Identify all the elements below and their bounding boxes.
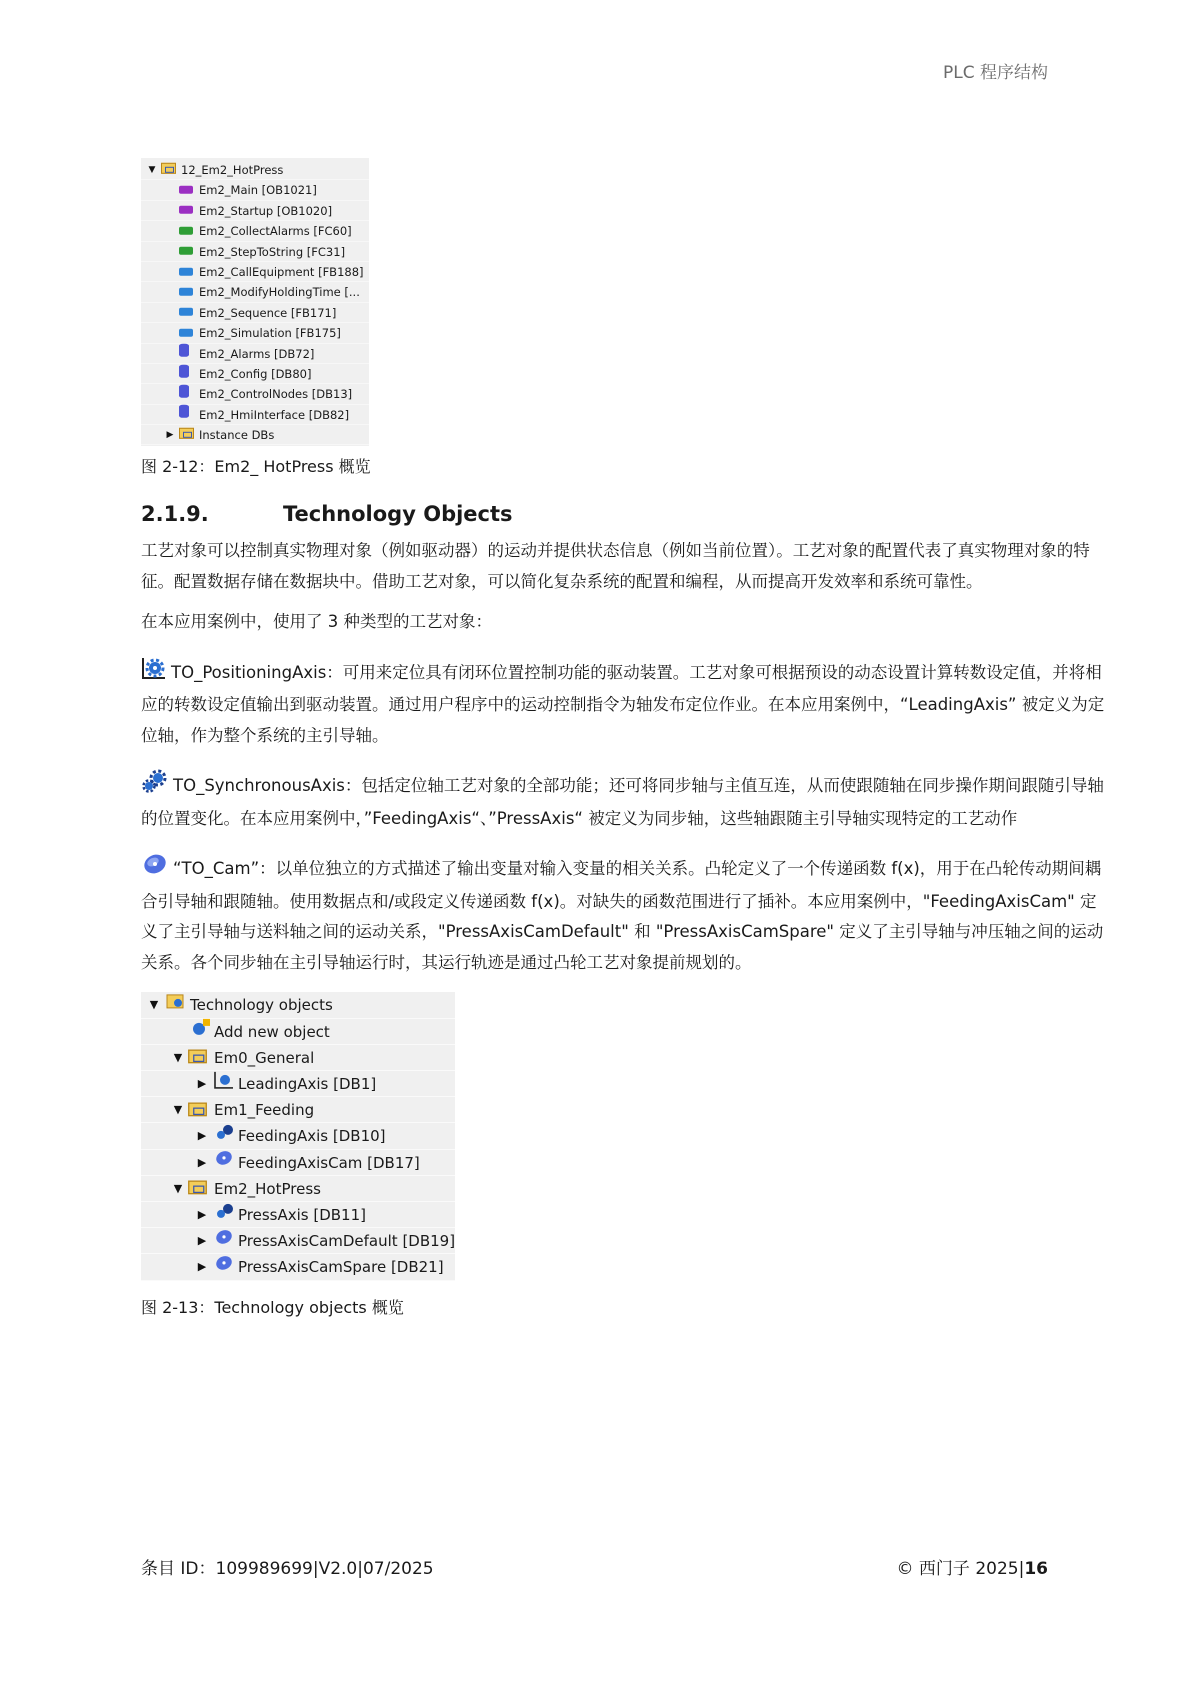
cam-icon [214, 1228, 234, 1254]
cam-text: “TO_Cam”：以单位独立的方式描述了输出变量对输入变量的相关关系。凸轮定义了一个传递函数 f(x)，用于在凸轮传动期间耦合引导轴和跟随轴。使用数据点和/或段定义传递函数 f(x)。对缺失的函数范围进行了插补。本应用案例中，"FeedingAxisCam" 定义了主引导轴与送料轴之间的运动关系，"PressAxisCamDefault" 和 "PressAxisCamSpare" 定义了主引导轴与冲压轴之间的运动关系。各个同步轴在主引导轴运行时，其运行轨迹是通过凸轮工艺对象提前规划的。 [141, 859, 1104, 972]
tree-item[interactable] [141, 344, 369, 364]
tree-item-label: Em2_Simulation [FB175] [199, 326, 341, 341]
tree-item-label: Technology objects [190, 996, 333, 1015]
footer-copyright [897, 1554, 1048, 1579]
tree-item-label: Em2_CollectAlarms [FC60] [199, 224, 352, 239]
tree-item-label: Em2_StepToString [FC31] [199, 244, 346, 259]
tree-item-label: 12_Em2_HotPress [181, 163, 284, 177]
fb-block-icon [179, 282, 193, 302]
tree-item[interactable] [141, 425, 369, 445]
tree-item[interactable] [141, 262, 369, 282]
section-heading [141, 502, 1106, 526]
tree-item[interactable] [141, 384, 369, 404]
add-new-object-icon [190, 1018, 212, 1044]
expand-arrow-icon[interactable]: ▶ [197, 1129, 207, 1143]
folder-icon [190, 1097, 205, 1123]
tree-item[interactable] [141, 1097, 455, 1123]
collapse-arrow-icon[interactable]: ▼ [173, 1050, 183, 1064]
tree-item[interactable] [141, 1202, 455, 1228]
tree-item-label: Em2_ControlNodes [DB13] [199, 387, 353, 402]
tree-item[interactable] [141, 364, 369, 384]
collapse-arrow-icon[interactable]: ▼ [173, 1181, 183, 1195]
tree-item-label: Em2_Alarms [DB72] [199, 346, 315, 361]
ob-block-icon [179, 200, 193, 220]
tree-item-label: PressAxisCamSpare [DB21] [238, 1258, 444, 1277]
page-header: PLC 程序结构 [943, 63, 1048, 83]
tree-item[interactable] [141, 160, 369, 180]
technology-objects-folder-icon [166, 992, 186, 1018]
fc-block-icon [179, 241, 193, 261]
fb-block-icon [179, 261, 193, 281]
tree-item[interactable] [141, 1045, 455, 1071]
page-content [141, 158, 1106, 1318]
db-block-icon [179, 343, 189, 363]
section-number: 2.1.9. [141, 502, 209, 527]
tree-item[interactable] [141, 323, 369, 343]
copyright-text: © 西门子 2025| [896, 1559, 1025, 1579]
fb-block-icon [179, 302, 193, 322]
tree-item-label: Em2_HmiInterface [DB82] [199, 407, 350, 422]
tree-item[interactable] [141, 242, 369, 262]
tree-item[interactable] [141, 282, 369, 302]
tree-item-label: Em2_Sequence [FB171] [199, 305, 337, 320]
tree-item[interactable] [141, 405, 369, 425]
tree-item-label: Em2_HotPress [214, 1179, 321, 1198]
db-block-icon [179, 404, 189, 424]
ob-block-icon [179, 180, 193, 200]
cam-paragraph [141, 852, 1106, 978]
positioning-axis-paragraph [141, 656, 1106, 752]
tree-item[interactable] [141, 201, 369, 221]
tree-item-label: Em2_CallEquipment [FB188] [199, 264, 364, 279]
folder-icon [179, 425, 194, 445]
tree-item[interactable] [141, 221, 369, 241]
folder-icon [190, 1175, 205, 1201]
tree-item[interactable] [141, 1071, 455, 1097]
expand-arrow-icon[interactable]: ▶ [197, 1260, 207, 1274]
expand-arrow-icon[interactable]: ▶ [197, 1077, 207, 1091]
synchronous-axis-paragraph [141, 769, 1106, 834]
tree-item-label: Em2_Startup [OB1020] [199, 203, 333, 218]
positioning-axis-text: TO_PositioningAxis：可用来定位具有闭环位置控制功能的驱动装置。工艺对象可根据预设的动态设置计算转数设定值，并将相应的转数设定值输出到驱动装置。通过用户程序中的运动控制指令为轴发布定位作业。在本应用案例中，“LeadingAxis” 被定义为定位轴，作为整个系统的主引导轴。 [141, 662, 1105, 745]
tree-item-label: Instance DBs [199, 428, 275, 443]
tree-item-label: Em2_Main [OB1021] [199, 183, 317, 198]
tree-item[interactable] [141, 1176, 455, 1202]
cam-icon [214, 1149, 234, 1175]
tree-item-label: Em2_ModifyHoldingTime [... [199, 285, 360, 300]
expand-arrow-icon[interactable]: ▶ [197, 1155, 207, 1169]
cam-icon [214, 1254, 234, 1280]
tree-item-label: LeadingAxis [DB1] [238, 1075, 377, 1094]
tree-item[interactable] [141, 1228, 455, 1254]
fc-block-icon [179, 221, 193, 241]
technology-objects-tree [141, 992, 455, 1280]
figure-2-13-caption: 图 2-13：Technology objects 概览 [141, 1297, 404, 1317]
synchronous-axis-icon [141, 769, 169, 804]
collapse-arrow-icon[interactable]: ▼ [148, 165, 156, 175]
expand-arrow-icon[interactable]: ▶ [166, 430, 174, 441]
section-title: Technology Objects [283, 502, 513, 527]
synchronous-axis-text: TO_SynchronousAxis：包括定位轴工艺对象的全部功能；还可将同步轴与主值互连，从而使跟随轴在同步操作期间跟随引导轴的位置变化。在本应用案例中，”FeedingAxis“、”PressAxis“ 被定义为同步轴，这些轴跟随主引导轴实现特定的工艺动作 [141, 776, 1104, 828]
intro-paragraph: 工艺对象可以控制真实物理对象（例如驱动器）的运动并提供状态信息（例如当前位置）。工艺对象的配置代表了真实物理对象的特征。配置数据存储在数据块中。借助工艺对象，可以简化复杂系统的配置和编程，从而提高开发效率和系统可靠性。 [141, 541, 1090, 591]
tree-item-label: FeedingAxis [DB10] [238, 1127, 386, 1146]
tree-item[interactable] [141, 1019, 455, 1045]
expand-arrow-icon[interactable]: ▶ [197, 1207, 207, 1221]
cam-icon [141, 852, 169, 887]
fb-block-icon [179, 323, 193, 343]
tree-item-label: PressAxis [DB11] [238, 1205, 366, 1224]
tree-item-label: Em1_Feeding [214, 1101, 315, 1120]
project-tree-em2-hotpress [141, 158, 369, 446]
db-block-icon [179, 363, 189, 383]
tree-item-label: PressAxisCamDefault [DB19] [238, 1232, 456, 1251]
tree-item[interactable] [141, 992, 455, 1018]
expand-arrow-icon[interactable]: ▶ [197, 1234, 207, 1248]
positioning-axis-icon [141, 656, 167, 691]
footer-entry-id: 条目 ID：109989699|V2.0|07/2025 [141, 1559, 434, 1579]
tree-item-label: Add new object [214, 1022, 330, 1041]
synchronous-axis-icon [214, 1123, 236, 1149]
tree-item[interactable] [141, 1123, 455, 1149]
tree-item-label: FeedingAxisCam [DB17] [238, 1153, 420, 1172]
collapse-arrow-icon[interactable]: ▼ [149, 998, 159, 1012]
collapse-arrow-icon[interactable]: ▼ [173, 1103, 183, 1117]
tree-item[interactable] [141, 303, 369, 323]
synchronous-axis-icon [214, 1201, 236, 1227]
folder-icon [161, 159, 176, 179]
tree-item-label: Em2_Config [DB80] [199, 366, 312, 381]
tree-item[interactable] [141, 180, 369, 200]
tree-item[interactable] [141, 1254, 455, 1280]
db-block-icon [179, 384, 189, 404]
types-intro-paragraph: 在本应用案例中，使用了 3 种类型的工艺对象： [141, 612, 492, 632]
page-number: 16 [1024, 1559, 1048, 1579]
figure-2-12-caption: 图 2-12：Em2_ HotPress 概览 [141, 457, 371, 477]
positioning-axis-icon [214, 1071, 234, 1097]
folder-icon [190, 1044, 205, 1070]
tree-item[interactable] [141, 1150, 455, 1176]
tree-item-label: Em0_General [214, 1048, 315, 1067]
